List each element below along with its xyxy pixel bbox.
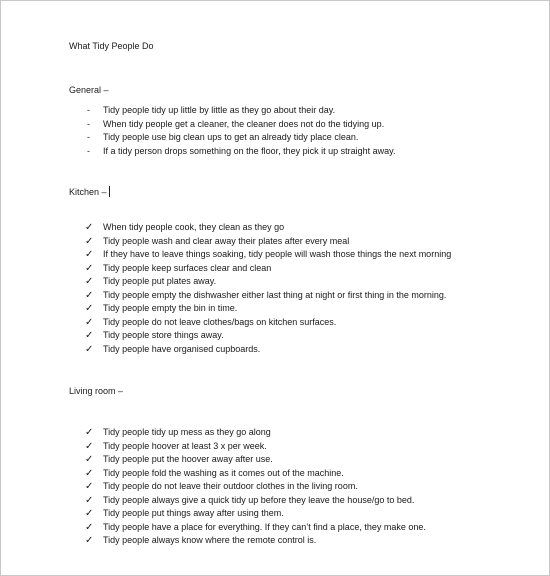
check-mark-icon: ✓	[85, 249, 94, 260]
list-item	[85, 467, 426, 481]
list-item	[85, 521, 426, 535]
list-item	[85, 480, 426, 494]
list-item-text: If they have to leave things soaking, tidy people will wash those things the next morning	[103, 249, 452, 259]
check-mark-icon: ✓	[85, 494, 94, 506]
living-room-list	[85, 426, 426, 548]
list-item	[85, 534, 426, 548]
list-item-text: Tidy people always know where the remote control is.	[103, 535, 317, 545]
check-mark-icon: ✓	[85, 330, 94, 341]
list-item	[85, 289, 451, 303]
check-mark-icon: ✓	[85, 508, 94, 519]
list-item-text: If a tidy person drops something on the floor, they pick it up straight away.	[103, 145, 396, 156]
list-item-text: Tidy people put plates away.	[103, 276, 217, 286]
check-mark-icon: ✓	[85, 289, 94, 301]
text-cursor	[109, 186, 110, 197]
list-item-text: Tidy people tidy up mess as they go along	[103, 427, 271, 437]
section-heading-kitchen-text: Kitchen –	[69, 187, 107, 197]
check-mark-icon: ✓	[85, 440, 94, 452]
list-item-text: Tidy people fold the washing as it comes out of the machine.	[103, 467, 344, 478]
check-mark-icon: ✓	[85, 303, 94, 314]
dash-bullet: -	[87, 145, 90, 156]
list-item-text: Tidy people keep surfaces clear and clean	[103, 262, 272, 273]
list-item	[85, 221, 451, 235]
list-item-text: Tidy people store things away.	[103, 330, 224, 340]
list-item	[85, 104, 396, 118]
list-item-text: Tidy people hoover at least 3 x per week.	[103, 440, 267, 451]
check-mark-icon: ✓	[85, 481, 94, 492]
list-item-text: Tidy people empty the bin in time.	[103, 303, 238, 313]
list-item-text: Tidy people do not leave their outdoor clothes in the living room.	[103, 481, 358, 491]
list-item	[85, 329, 451, 343]
dash-bullet: -	[87, 105, 90, 115]
check-mark-icon: ✓	[85, 262, 94, 274]
list-item-text: Tidy people have organised cupboards.	[103, 343, 261, 354]
list-item	[85, 235, 451, 249]
list-item-text: Tidy people empty the dishwasher either last thing at night or first thing in the morning.	[103, 289, 447, 300]
list-item	[85, 118, 396, 132]
list-item-text: Tidy people wash and clear away their plates after every meal	[103, 235, 350, 246]
list-item	[85, 262, 451, 276]
check-mark-icon: ✓	[85, 343, 94, 355]
check-mark-icon: ✓	[85, 467, 94, 479]
check-mark-icon: ✓	[85, 521, 94, 533]
list-item-text: Tidy people have a place for everything. If they can’t find a place, they make one.	[103, 521, 426, 532]
general-list	[85, 104, 396, 158]
dash-bullet: -	[87, 118, 90, 129]
check-mark-icon: ✓	[85, 427, 94, 438]
list-item	[85, 302, 451, 316]
list-item-text: Tidy people always give a quick tidy up before they leave the house/go to bed.	[103, 494, 415, 505]
list-item-text: When tidy people get a cleaner, the cleaner does not do the tidying up.	[103, 118, 385, 129]
list-item	[85, 131, 396, 145]
dash-bullet: -	[87, 132, 90, 142]
check-mark-icon: ✓	[85, 222, 94, 233]
check-mark-icon: ✓	[85, 235, 94, 247]
section-heading-living-room: Living room –	[69, 386, 124, 396]
list-item	[85, 316, 451, 330]
list-item	[85, 145, 396, 159]
check-mark-icon: ✓	[85, 316, 94, 328]
list-item-text: When tidy people cook, they clean as they go	[103, 222, 285, 232]
list-item	[85, 440, 426, 454]
document-title: What Tidy People Do	[69, 41, 154, 51]
check-mark-icon: ✓	[85, 276, 94, 287]
list-item	[85, 275, 451, 289]
kitchen-list	[85, 221, 451, 356]
list-item	[85, 453, 426, 467]
check-mark-icon: ✓	[85, 454, 94, 465]
list-item-text: Tidy people do not leave clothes/bags on kitchen surfaces.	[103, 316, 337, 327]
list-item-text: Tidy people put the hoover away after use.	[103, 454, 273, 464]
list-item	[85, 343, 451, 357]
section-heading-general: General –	[69, 85, 109, 95]
list-item	[85, 426, 426, 440]
check-mark-icon: ✓	[85, 535, 94, 546]
list-item-text: Tidy people tidy up little by little as they go about their day.	[103, 105, 336, 115]
section-heading-kitchen	[69, 186, 110, 197]
list-item	[85, 248, 451, 262]
list-item-text: Tidy people put things away after using them.	[103, 508, 284, 518]
list-item-text: Tidy people use big clean ups to get an already tidy place clean.	[103, 132, 359, 142]
list-item	[85, 494, 426, 508]
list-item	[85, 507, 426, 521]
